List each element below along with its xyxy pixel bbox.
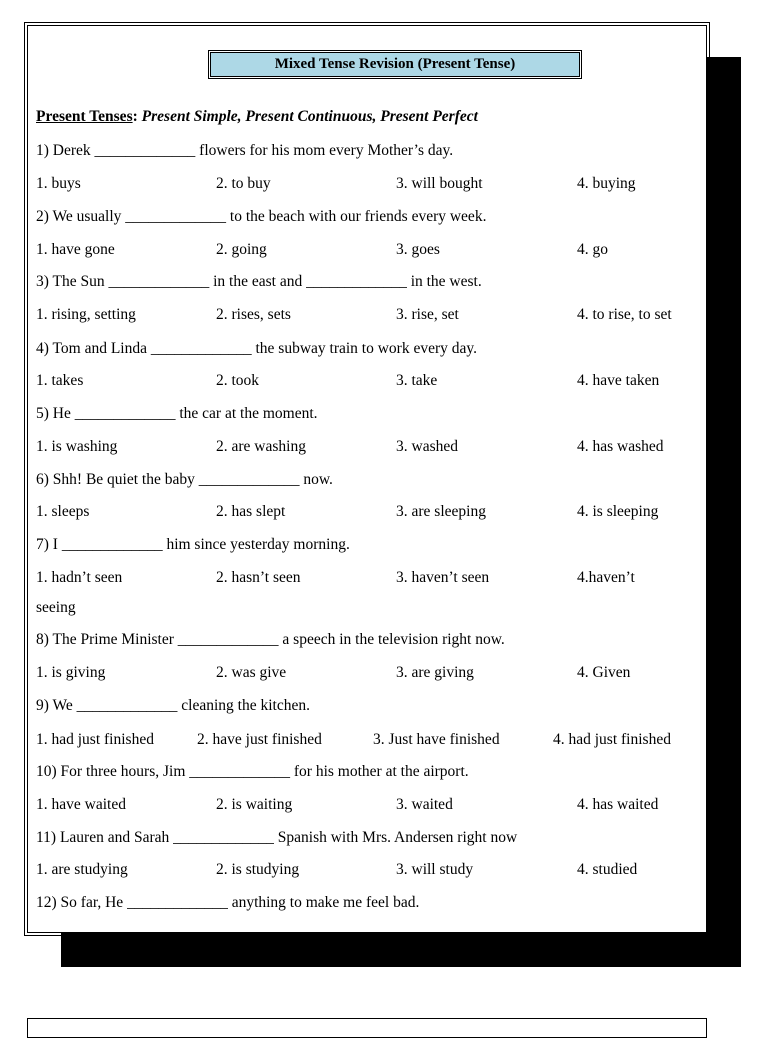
option: 3. are sleeping [396, 503, 486, 520]
option: 4. have taken [577, 372, 660, 389]
option: 4. go [577, 241, 608, 258]
option-wrap: seeing [36, 599, 76, 616]
options-3 [36, 305, 702, 325]
option: 2. going [216, 241, 267, 258]
heading-tenses: Present Simple, Present Continuous, Present Perfect [137, 108, 478, 125]
option: 1. have gone [36, 241, 115, 258]
option: 4. buying [577, 175, 636, 192]
option: 1. have waited [36, 796, 126, 813]
option: 4. had just finished [553, 731, 671, 748]
option: 3. will study [396, 861, 474, 878]
option: 3. take [396, 372, 438, 389]
section-heading: Present Tenses: Present Simple, Present Continuous, Present Perfect [36, 108, 478, 125]
options-2 [36, 240, 702, 260]
options-8 [36, 663, 702, 683]
option: 3. waited [396, 796, 453, 813]
option: 2. have just finished [197, 731, 322, 748]
options-4 [36, 371, 702, 391]
option: 2. is waiting [216, 796, 293, 813]
options-5 [36, 437, 702, 457]
option: 2. was give [216, 664, 287, 681]
question-1: 1) Derek _____________ flowers for his mom every Mother’s day. [36, 142, 454, 159]
option: 4. has washed [577, 438, 664, 455]
question-12: 12) So far, He _____________ anything to make me feel bad. [36, 894, 420, 911]
option: 2. hasn’t seen [216, 569, 301, 586]
option: 1. are studying [36, 861, 128, 878]
option: 4. to rise, to set [577, 306, 672, 323]
option: 2. rises, sets [216, 306, 291, 323]
option: 3. goes [396, 241, 440, 258]
question-7: 7) I _____________ him since yesterday morning. [36, 536, 350, 553]
option: 1. rising, setting [36, 306, 136, 323]
question-10: 10) For three hours, Jim _____________ for his mother at the airport. [36, 763, 469, 780]
options-10 [36, 795, 702, 815]
question-6: 6) Shh! Be quiet the baby _____________ now. [36, 471, 333, 488]
options-11 [36, 860, 702, 880]
options-9 [36, 730, 702, 750]
option: 3. washed [396, 438, 458, 455]
option: 1. sleeps [36, 503, 90, 520]
option: 1. hadn’t seen [36, 569, 123, 586]
option: 3. Just have finished [373, 731, 500, 748]
option: 2. has slept [216, 503, 286, 520]
option: 4. studied [577, 861, 638, 878]
option: 1. is washing [36, 438, 118, 455]
question-5: 5) He _____________ the car at the moment. [36, 405, 318, 422]
option: 1. is giving [36, 664, 106, 681]
option: 1. had just finished [36, 731, 154, 748]
worksheet-title: Mixed Tense Revision (Present Tense) [210, 52, 580, 77]
option: 4.haven’t [577, 569, 635, 586]
option: 4. is sleeping [577, 503, 659, 520]
option: 4. has waited [577, 796, 659, 813]
option: 2. took [216, 372, 260, 389]
option: 1. takes [36, 372, 84, 389]
question-11: 11) Lauren and Sarah _____________ Spanish with Mrs. Andersen right now [36, 829, 518, 846]
worksheet-page [27, 25, 707, 933]
option: 4. Given [577, 664, 631, 681]
next-page-edge [27, 1018, 707, 1038]
option: 2. is studying [216, 861, 300, 878]
option: 2. are washing [216, 438, 306, 455]
option: 2. to buy [216, 175, 271, 192]
option: 1. buys [36, 175, 81, 192]
question-4: 4) Tom and Linda _____________ the subway train to work every day. [36, 340, 478, 357]
question-3: 3) The Sun _____________ in the east and _____________ in the west. [36, 273, 482, 290]
options-6 [36, 502, 702, 522]
options-1 [36, 174, 702, 194]
option: 3. are giving [396, 664, 474, 681]
option: 3. haven’t seen [396, 569, 490, 586]
option: 3. will bought [396, 175, 483, 192]
heading-label: Present Tenses [36, 108, 133, 125]
options-7 [36, 568, 702, 588]
option: 3. rise, set [396, 306, 459, 323]
question-9: 9) We _____________ cleaning the kitchen. [36, 697, 310, 714]
question-2: 2) We usually _____________ to the beach with our friends every week. [36, 208, 487, 225]
question-8: 8) The Prime Minister _____________ a speech in the television right now. [36, 631, 505, 648]
